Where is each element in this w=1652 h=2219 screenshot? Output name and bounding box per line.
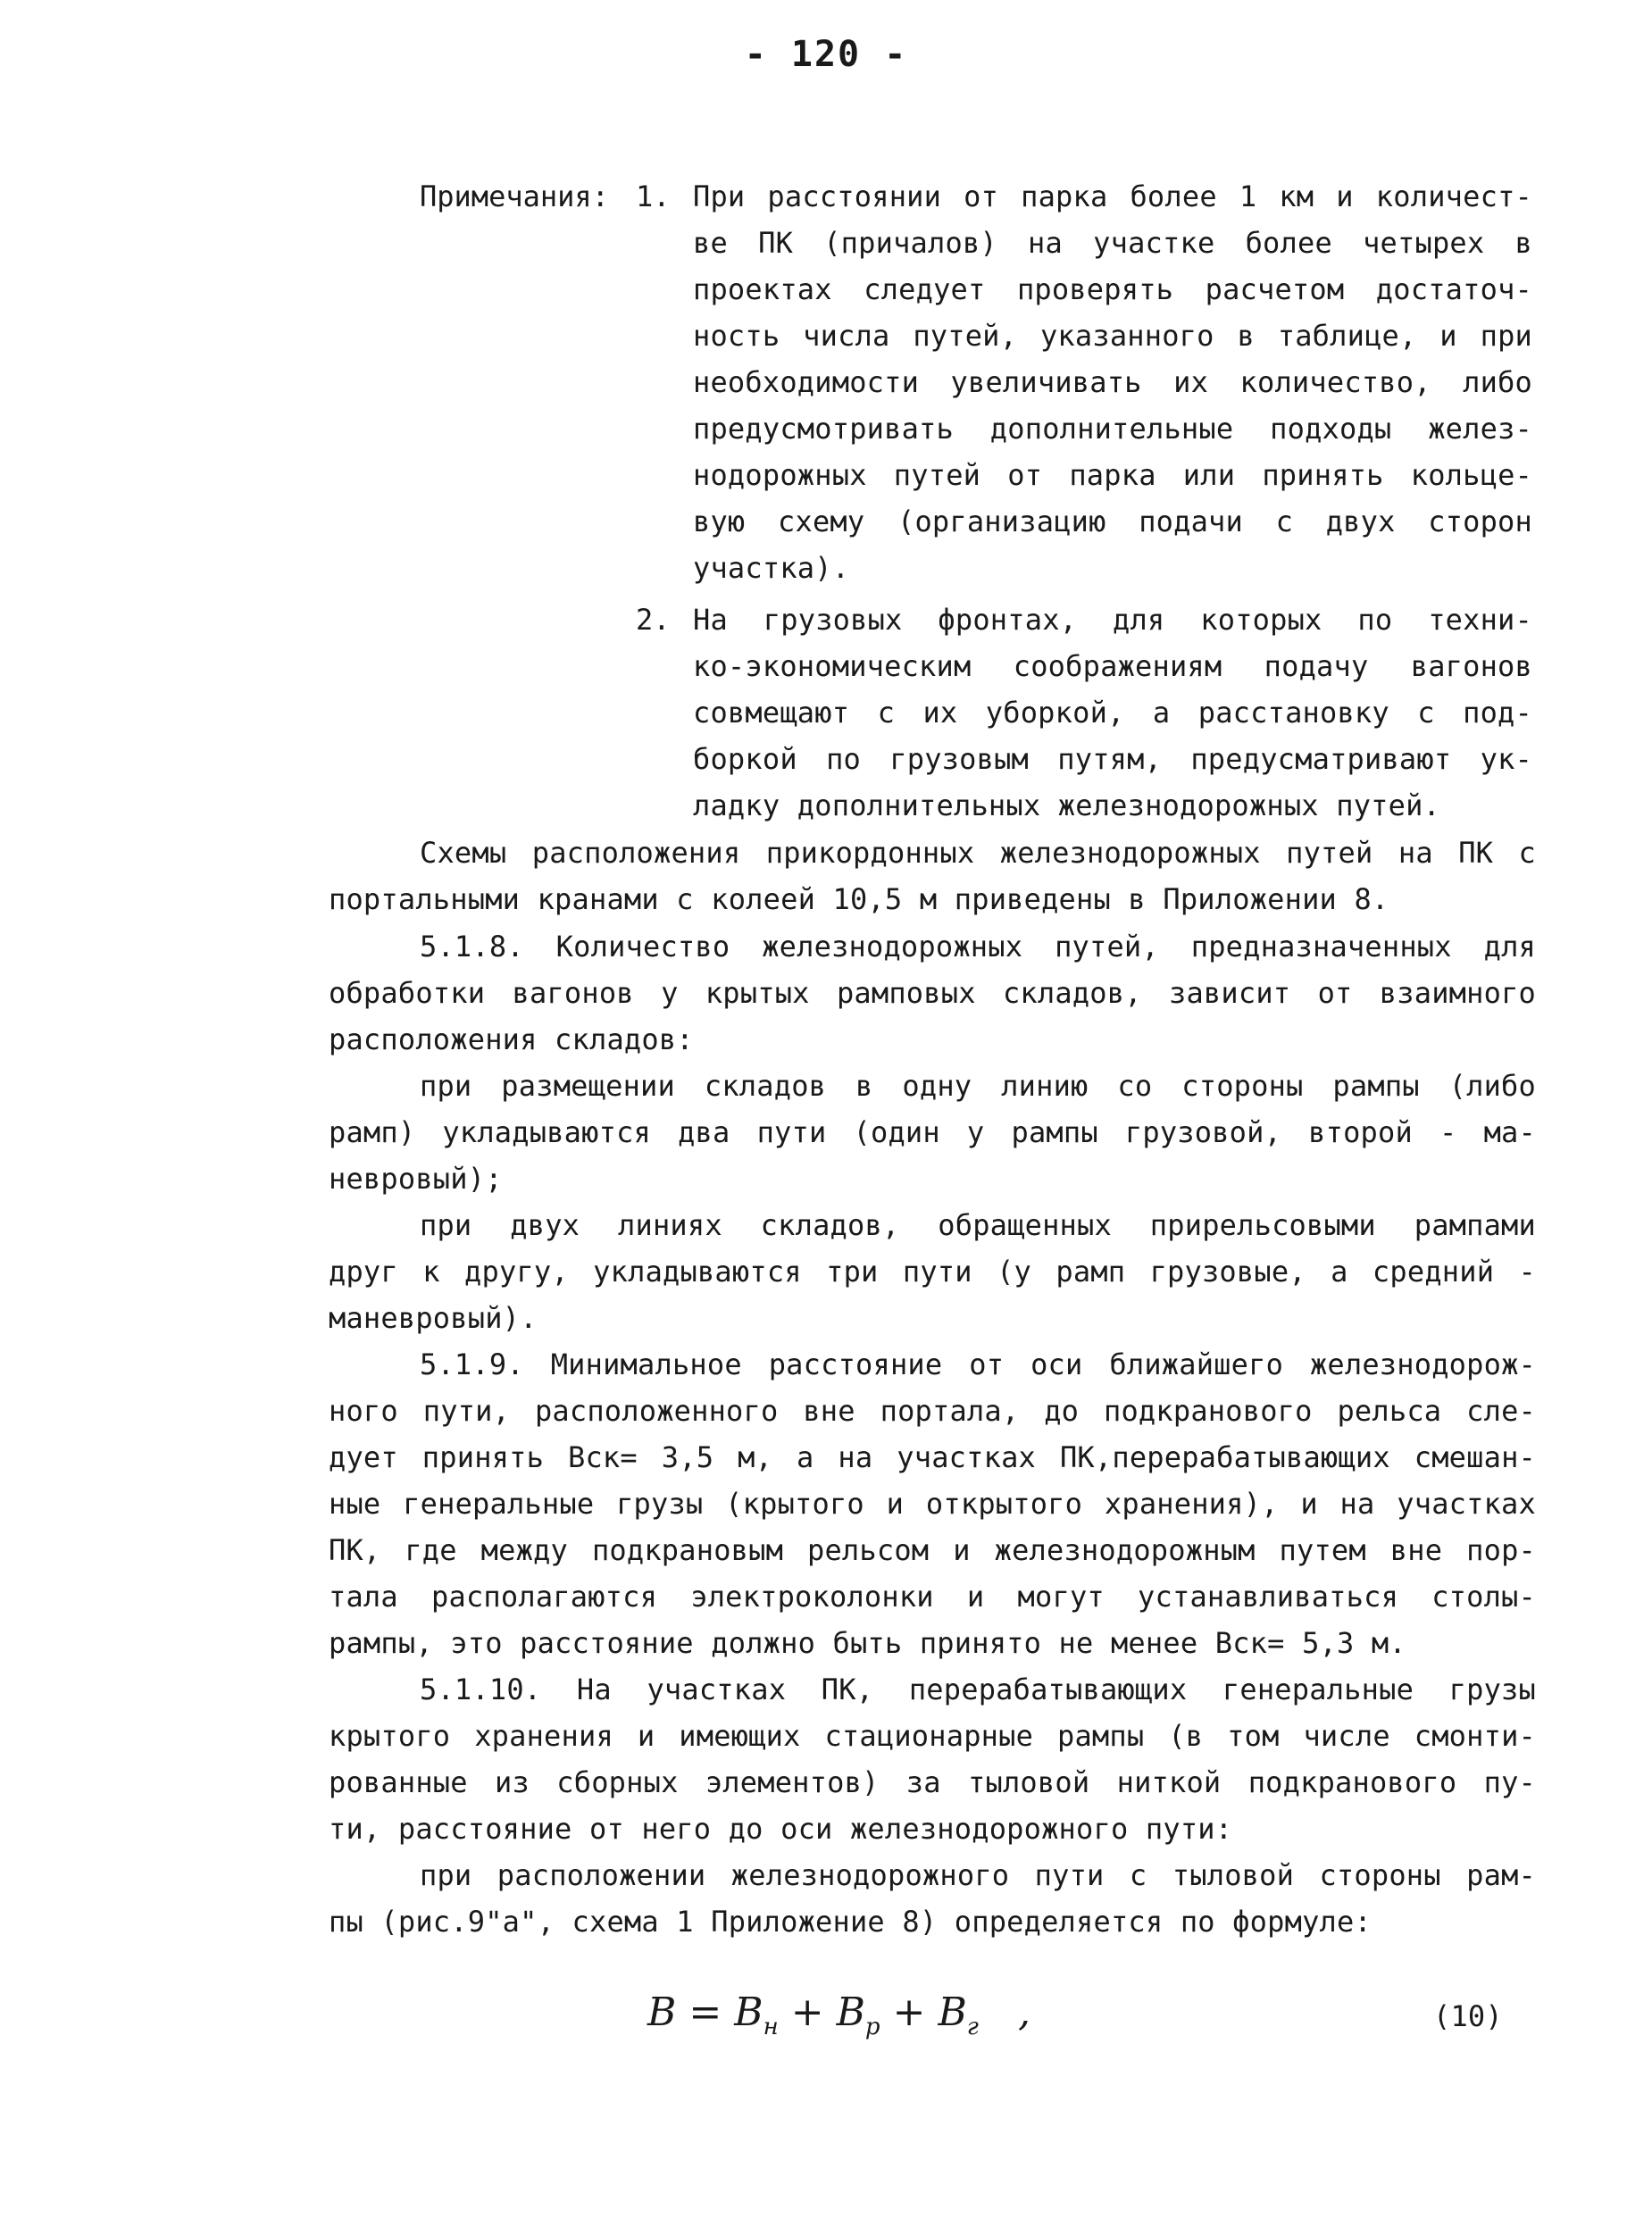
formula-plus: + [892, 1990, 926, 2035]
body-line: ти, расстояние от него до оси железнодорожного пути: [329, 1812, 1233, 1846]
body-line: рампы, это расстояние должно быть принято не менее Вск= 5,3 м. [329, 1626, 1406, 1660]
formula-symbol-bn: В [734, 1990, 763, 2035]
body-line: друг к другу, укладываются три пути (у рамп грузовые, а средний - [329, 1255, 1536, 1289]
body-line: невровый); [329, 1162, 503, 1196]
notes-label: Примечания: [420, 179, 609, 213]
formula-plus: + [790, 1990, 824, 2035]
note-2-line: ладку дополнительных железнодорожных путей. [693, 788, 1441, 822]
note-1-line: проектах следует проверять расчетом достаточ- [693, 272, 1532, 306]
body-line: 5.1.10. На участках ПК, перерабатывающих генеральные грузы [420, 1673, 1536, 1706]
body-line: при двух линиях складов, обращенных прирельсовыми рампами [420, 1208, 1536, 1242]
body-line: пы (рис.9"а", схема 1 Приложение 8) определяется по формуле: [329, 1905, 1372, 1939]
body-line: рамп) укладываются два пути (один у рампы грузовой, второй - ма- [329, 1115, 1536, 1149]
body-line: при расположении железнодорожного пути с тыловой стороны рам- [420, 1858, 1536, 1892]
note-2-line: ко-экономическим соображениям подачу вагонов [693, 649, 1532, 683]
note-1-number: 1. [636, 179, 671, 213]
note-1-line: вую схему (организацию подачи с двух сторон [693, 505, 1532, 538]
body-line: ные генеральные грузы (крытого и открытого хранения), и на участках [329, 1487, 1536, 1521]
note-1-line: нодорожных путей от парка или принять кольце- [693, 458, 1532, 492]
body-line: обработки вагонов у крытых рамповых складов, зависит от взаимного [329, 976, 1536, 1010]
note-2-line: боркой по грузовым путям, предусматривают ук- [693, 742, 1532, 776]
formula-symbol-bg: В [938, 1990, 967, 2035]
formula-comma: , [1017, 1990, 1030, 2035]
body-line: при размещении складов в одну линию со стороны рампы (либо [420, 1069, 1536, 1103]
body-line: Схемы расположения прикордонных железнодорожных путей на ПК с [420, 836, 1536, 870]
note-1-line: необходимости увеличивать их количество, либо [693, 365, 1532, 399]
body-line: расположения складов: [329, 1022, 694, 1056]
note-1-line: ве ПК (причалов) на участке более четырех в [693, 226, 1532, 260]
note-2-number: 2. [636, 603, 671, 637]
formula-symbol-b: В [647, 1990, 677, 2035]
body-line: маневровый). [329, 1301, 538, 1335]
body-line: портальными кранами с колеей 10,5 м приведены в Приложении 8. [329, 882, 1389, 916]
note-1-line: участка). [693, 551, 850, 585]
formula-10 [647, 1990, 1030, 2040]
body-line: 5.1.9. Минимальное расстояние от оси ближайшего железнодорож- [420, 1347, 1536, 1381]
note-2-line: совмещают с их уборкой, а расстановку с под- [693, 696, 1532, 730]
formula-sub-g: г [966, 2013, 979, 2040]
formula-sub-n: н [763, 2013, 779, 2040]
page-number: - 120 - [744, 34, 908, 75]
body-line: рованные из сборных элементов) за тыловой ниткой подкранового пу- [329, 1765, 1536, 1799]
body-line: дует принять Вск= 3,5 м, а на участках ПК,перерабатывающих смешан- [329, 1440, 1536, 1474]
equation-number: (10) [1433, 1999, 1503, 2033]
note-1-line: При расстоянии от парка более 1 км и количест- [693, 179, 1532, 213]
body-line: крытого хранения и имеющих стационарные рампы (в том числе смонти- [329, 1719, 1536, 1753]
note-2-line: На грузовых фронтах, для которых по техни- [693, 603, 1532, 637]
note-1-line: ность числа путей, указанного в таблице, и при [693, 319, 1532, 353]
note-1-line: предусмотривать дополнительные подходы желез- [693, 412, 1532, 446]
body-line: 5.1.8. Количество железнодорожных путей, предназначенных для [420, 930, 1536, 964]
formula-equals: = [688, 1990, 722, 2035]
formula-sub-p: р [864, 2013, 880, 2040]
body-line: тала располагаются электроколонки и могут устанавливаться столы- [329, 1580, 1536, 1614]
body-line: ного пути, расположенного вне портала, до подкранового рельса сле- [329, 1394, 1536, 1428]
formula-symbol-bp: В [836, 1990, 865, 2035]
body-line: ПК, где между подкрановым рельсом и железнодорожным путем вне пор- [329, 1533, 1536, 1567]
